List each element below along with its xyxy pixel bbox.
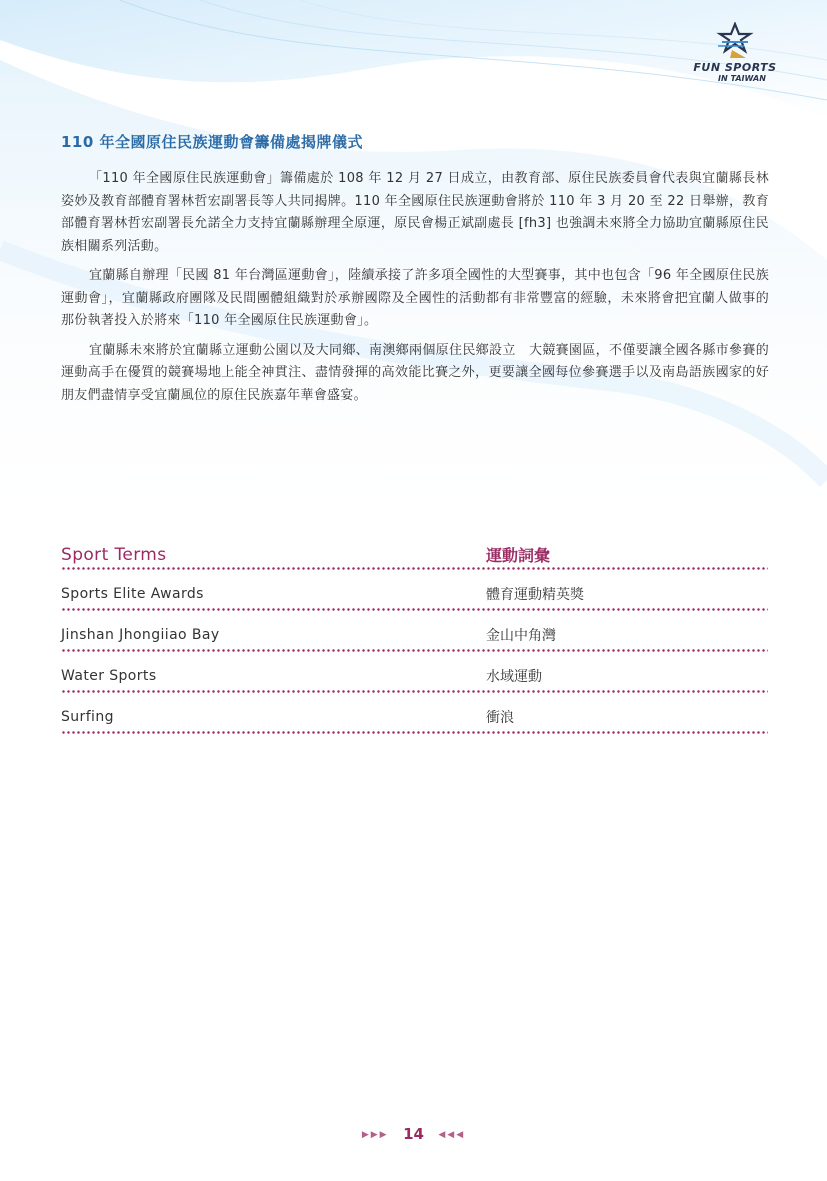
article-title: 110 年全國原住民族運動會籌備處揭牌儀式 (61, 133, 364, 151)
sport-terms-table (61, 533, 768, 734)
paragraph-1: 「110 年全國原住民族運動會」籌備處於 108 年 12 月 27 日成立，由教育部、原住民族委員會代表與宜蘭縣長林姿妙及教育部體育署林哲宏副署長等人共同揭牌。110 年全國原住民族運動會將於 110 年 3 月 20 至 22 日舉辦，教育部體育署林哲宏副署長允諾全力支持宜蘭縣辦理全原運，原民會楊正斌副處長 [fh3] 也強調未來將全力協助宜蘭縣原住民族相關系列活動。 (61, 171, 769, 254)
left-arrows-icon: ▶▶▶ (361, 1130, 389, 1140)
page-footer (0, 1125, 827, 1143)
term-en: Water Sports (61, 667, 157, 684)
term-en: Sports Elite Awards (61, 585, 204, 602)
term-en: Jinshan Jhongiiao Bay (61, 626, 220, 643)
table-row (61, 611, 768, 652)
term-zh: 衝浪 (486, 709, 514, 726)
fun-sports-logo (690, 22, 780, 92)
term-en: Surfing (61, 708, 114, 725)
runner-star-icon (710, 22, 760, 60)
logo-line1: FUN SPORTS (693, 61, 777, 74)
terms-header-zh: 運動詞彙 (486, 546, 551, 565)
table-row (61, 693, 768, 734)
logo-line2: IN TAIWAN (718, 74, 766, 83)
paragraph-3: 宜蘭縣未來將於宜蘭縣立運動公園以及大同鄉、南澳鄉兩個原住民鄉設立 大競賽園區，不僅要讓全國各縣市參賽的運動高手在優質的競賽場地上能全神貫注、盡情發揮的高效能比賽之外，更要讓全國每位參賽選手以及南島語族國家的好朋友們盡情享受宜蘭風位的原住民族嘉年華會盛宴。 (61, 342, 769, 403)
paragraph-2: 宜蘭縣自辦理「民國 81 年台灣區運動會」，陸續承接了許多項全國性的大型賽事，其中也包含「96 年全國原住民族運動會」，宜蘭縣政府團隊及民間團體組織對於承辦國際及全國性的活動都有非常豐富的經驗，未來將會把宜蘭人做事的那份執著投入於將來「110 年全國原住民族運動會」。 (61, 268, 769, 328)
terms-header-en: Sport Terms (61, 544, 167, 565)
article (61, 131, 769, 414)
table-row (61, 652, 768, 693)
terms-header-row (61, 533, 768, 570)
right-arrows-icon: ◀◀◀ (438, 1130, 466, 1140)
page-number: 14 (403, 1125, 424, 1143)
term-zh: 水域運動 (486, 668, 542, 685)
term-zh: 金山中角灣 (486, 627, 556, 644)
term-zh: 體育運動精英獎 (486, 586, 584, 603)
table-row (61, 570, 768, 611)
